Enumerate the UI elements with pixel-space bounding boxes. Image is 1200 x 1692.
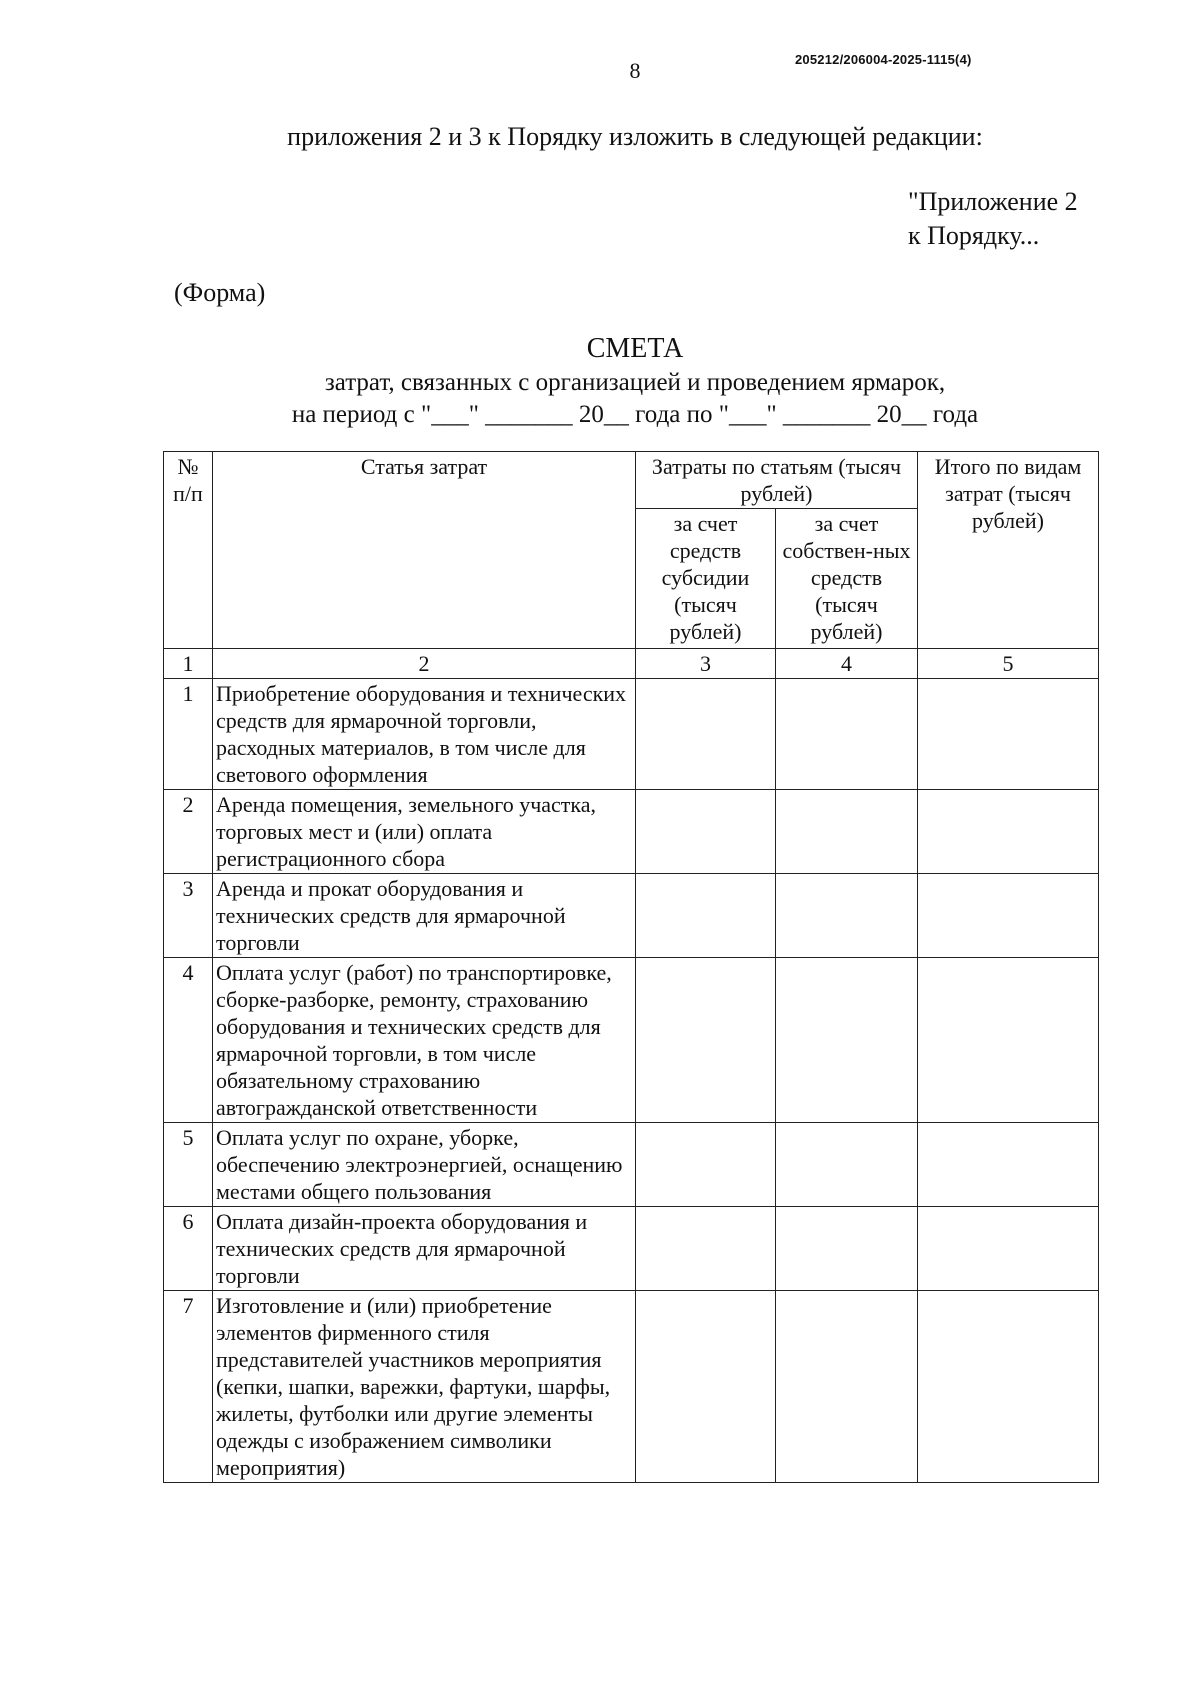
page-number: 8 xyxy=(629,58,641,83)
cell-own xyxy=(776,1207,918,1291)
cell-total xyxy=(918,679,1099,790)
row-number: 5 xyxy=(164,1123,213,1207)
intro-text: приложения 2 и 3 к Порядку изложить в следующей редакции: xyxy=(287,122,983,151)
row-article: Изготовление и (или) приобретение элементов фирменного стиля представителей участников мероприятия (кепки, шапки, варежки, фартуки, шарфы, жилеты, футболки или другие элементы одежды с изображением символики мероприятия) xyxy=(213,1291,636,1483)
cell-own xyxy=(776,958,918,1123)
cell-own xyxy=(776,790,918,874)
row-article: Оплата услуг по охране, уборке, обеспечению электроэнергией, оснащению местами общего пользования xyxy=(213,1123,636,1207)
column-number: 1 xyxy=(164,649,213,679)
header-subsidy: за счет средств субсидии (тысяч рублей) xyxy=(636,509,776,649)
column-number-row xyxy=(164,649,1099,679)
cell-total xyxy=(918,1123,1099,1207)
header-article: Статья затрат xyxy=(213,452,636,649)
table-row xyxy=(164,874,1099,958)
table-row xyxy=(164,1291,1099,1483)
header-own: за счет собствен-ных средств (тысяч рублей) xyxy=(776,509,918,649)
table-row xyxy=(164,1123,1099,1207)
row-article: Аренда и прокат оборудования и технических средств для ярмарочной торговли xyxy=(213,874,636,958)
cell-total xyxy=(918,790,1099,874)
cell-subsidy xyxy=(636,790,776,874)
cell-subsidy xyxy=(636,679,776,790)
cell-subsidy xyxy=(636,958,776,1123)
cell-subsidy xyxy=(636,1123,776,1207)
table-row xyxy=(164,679,1099,790)
header-costs-group: Затраты по статьям (тысяч рублей) xyxy=(636,452,918,509)
subtitle-line-1: затрат, связанных с организацией и проведением ярмарок, xyxy=(324,369,946,396)
row-article: Аренда помещения, земельного участка, торговых мест и (или) оплата регистрационного сбора xyxy=(213,790,636,874)
cell-own xyxy=(776,874,918,958)
column-number: 4 xyxy=(776,649,918,679)
cell-own xyxy=(776,1123,918,1207)
document-title: СМЕТА xyxy=(586,333,684,364)
row-number: 2 xyxy=(164,790,213,874)
document-code: 205212/206004-2025-1115(4) xyxy=(795,52,972,67)
appendix-reference xyxy=(908,185,1078,253)
row-article: Оплата дизайн-проекта оборудования и технических средств для ярмарочной торговли xyxy=(213,1207,636,1291)
row-number: 4 xyxy=(164,958,213,1123)
appendix-line-1: "Приложение 2 xyxy=(908,187,1078,216)
cell-total xyxy=(918,1207,1099,1291)
header-row xyxy=(164,452,1099,509)
row-article: Оплата услуг (работ) по транспортировке, сборке-разборке, ремонту, страхованию оборудования и технических средств для ярмарочной торговли, в том числе обязательному страхованию автогражданской ответственности xyxy=(213,958,636,1123)
cell-total xyxy=(918,874,1099,958)
form-label: (Форма) xyxy=(174,278,266,307)
row-number: 1 xyxy=(164,679,213,790)
column-number: 5 xyxy=(918,649,1099,679)
column-number: 2 xyxy=(213,649,636,679)
table-row xyxy=(164,790,1099,874)
table-row xyxy=(164,1207,1099,1291)
row-number: 7 xyxy=(164,1291,213,1483)
cell-total xyxy=(918,958,1099,1123)
subtitle-line-2: на период с "___" _______ 20__ года по "___" _______ 20__ года xyxy=(291,401,979,428)
cell-subsidy xyxy=(636,1291,776,1483)
row-article: Приобретение оборудования и технических средств для ярмарочной торговли, расходных материалов, в том числе для светового оформления xyxy=(213,679,636,790)
cell-own xyxy=(776,679,918,790)
cell-own xyxy=(776,1291,918,1483)
cell-subsidy xyxy=(636,874,776,958)
row-number: 6 xyxy=(164,1207,213,1291)
row-number: 3 xyxy=(164,874,213,958)
cell-subsidy xyxy=(636,1207,776,1291)
table-row xyxy=(164,958,1099,1123)
cell-total xyxy=(918,1291,1099,1483)
column-number: 3 xyxy=(636,649,776,679)
cost-estimate-table xyxy=(163,451,1099,1483)
header-num: № п/п xyxy=(164,452,213,649)
document-subtitle xyxy=(0,367,1200,431)
appendix-line-2: к Порядку... xyxy=(908,221,1040,250)
header-total: Итого по видам затрат (тысяч рублей) xyxy=(918,452,1099,649)
